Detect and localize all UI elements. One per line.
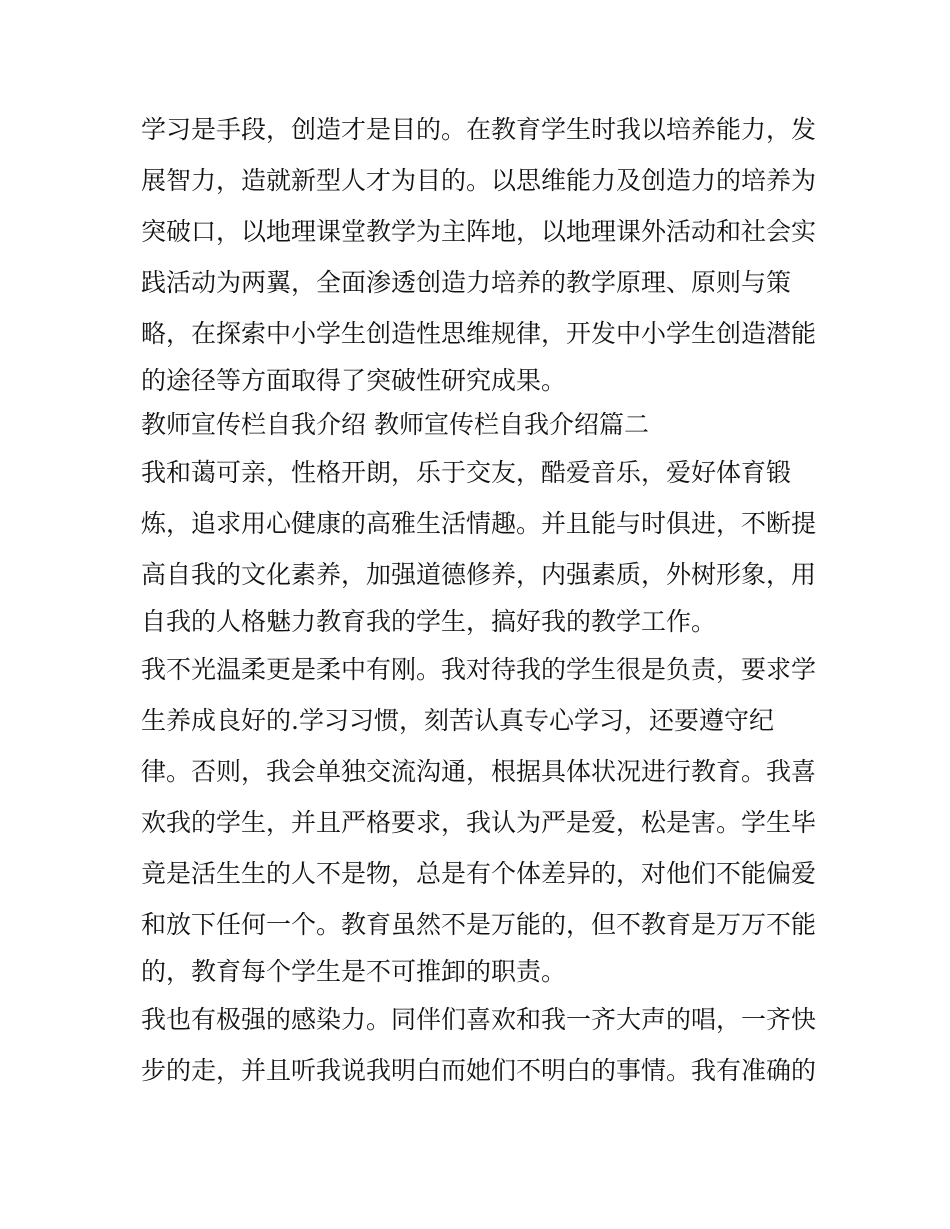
text-line: 生养成良好的.学习习惯，刻苦认真专心学习，还要遵守纪 [141, 706, 774, 735]
text-line: 我也有极强的感染力。同伴们喜欢和我一齐大声的唱，一齐快 [141, 1005, 817, 1034]
text-line: 的，教育每个学生是不可推卸的职责。 [141, 957, 567, 986]
text-line: 炼，追求用心健康的高雅生活情趣。并且能与时俱进，不断提 [141, 509, 817, 538]
document-body [141, 104, 821, 1096]
text-line: 略，在探索中小学生创造性思维规律，开发中小学生创造潜能 [141, 319, 817, 348]
text-line: 我不光温柔更是柔中有刚。我对待我的学生很是负责，要求学 [141, 655, 817, 684]
text-line: 律。否则，我会单独交流沟通，根据具体状况进行教育。我喜 [141, 757, 817, 786]
section-heading: 教师宣传栏自我介绍 教师宣传栏自我介绍篇二 [141, 410, 649, 439]
text-line: 践活动为两翼，全面渗透创造力培养的教学原理、原则与策 [141, 268, 792, 297]
text-line: 学习是手段，创造才是目的。在教育学生时我以培养能力，发 [141, 115, 817, 144]
text-line: 步的走，并且听我说我明白而她们不明白的事情。我有准确的 [141, 1056, 817, 1085]
text-line: 欢我的学生，并且严格要求，我认为严是爱，松是害。学生毕 [141, 808, 817, 837]
text-line: 高自我的文化素养，加强道德修养，内强素质，外树形象，用 [141, 560, 817, 589]
text-line: 突破口，以地理课堂教学为主阵地，以地理课外活动和社会实 [141, 217, 817, 246]
text-line: 我和蔼可亲，性格开朗，乐于交友，酷爱音乐，爱好体育锻 [141, 458, 792, 487]
text-line: 竟是活生生的人不是物，总是有个体差异的，对他们不能偏爱 [141, 859, 817, 888]
text-line: 自我的人格魅力教育我的学生，搞好我的教学工作。 [141, 607, 717, 636]
text-line: 的途径等方面取得了突破性研究成果。 [141, 366, 567, 395]
text-line: 和放下任何一个。教育虽然不是万能的，但不教育是万万不能 [141, 910, 817, 939]
text-line: 展智力，造就新型人才为目的。以思维能力及创造力的培养为 [141, 166, 817, 195]
